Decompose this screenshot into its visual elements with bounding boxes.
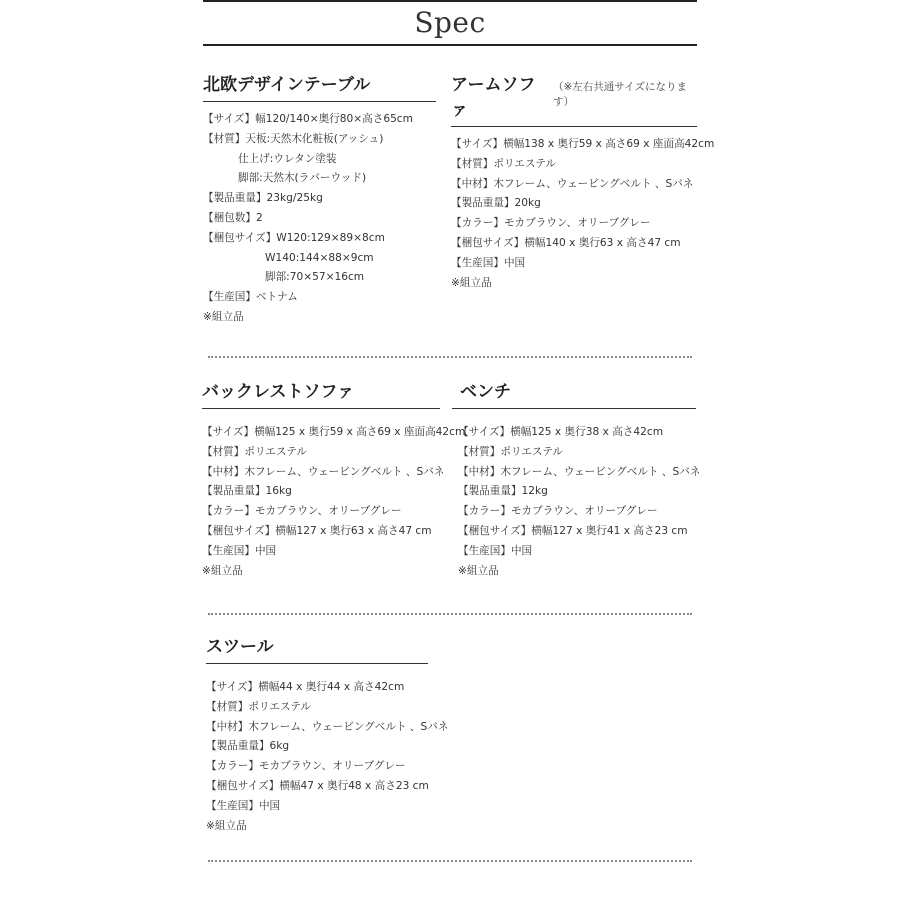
spec-line: 【サイズ】横幅125 x 奥行59 x 高さ69 x 座面高42cm (202, 426, 466, 438)
spec-line: 【製品重量】23kg/25kg (203, 192, 323, 205)
spec-lines (202, 423, 466, 581)
spec-line: 【サイズ】横幅44 x 奥行44 x 高さ42cm (206, 681, 405, 693)
section-heading (451, 70, 697, 127)
spec-line: 【中材】木フレーム、ウェービングベルト 、Sバネ (202, 465, 445, 478)
spec-line: W140:144×88×9cm (265, 251, 374, 264)
spec-line: 【サイズ】横幅138 x 奥行59 x 高さ69 x 座面高42cm (451, 138, 715, 150)
section-heading (202, 377, 440, 409)
spec-lines (452, 423, 701, 581)
spec-line: 【中材】木フレーム、ウェービングベルト 、Sバネ (206, 720, 449, 733)
spec-lines (451, 135, 715, 293)
spec-line: 【カラー】モカブラウン、オリーブグレー (451, 217, 651, 230)
spec-line: 【中材】木フレーム、ウェービングベルト 、Sバネ (458, 465, 701, 478)
spec-line: 【梱包サイズ】横幅140 x 奥行63 x 高さ47 cm (451, 236, 681, 249)
section-title: アームソファ (451, 75, 536, 120)
section-heading (203, 70, 436, 102)
spec-line: 【材質】ポリエステル (458, 445, 563, 458)
dotted-divider (208, 860, 692, 862)
spec-line: 【生産国】中国 (206, 799, 281, 812)
spec-line: 【中材】木フレーム、ウェービングベルト 、Sバネ (451, 177, 694, 190)
spec-line: 【梱包サイズ】横幅127 x 奥行41 x 高さ23 cm (458, 524, 688, 537)
dotted-divider (208, 613, 692, 615)
spec-lines (206, 678, 449, 836)
spec-line: 仕上げ:ウレタン塗装 (238, 152, 337, 165)
spec-line: 【製品重量】20kg (451, 197, 541, 210)
spec-line: 【製品重量】12kg (458, 485, 548, 498)
spec-line: 【カラー】モカブラウン、オリーブグレー (206, 760, 406, 773)
section-heading (206, 632, 428, 664)
header-bottom-rule (203, 44, 697, 46)
section-heading (452, 377, 696, 409)
spec-line: 【カラー】モカブラウン、オリーブグレー (458, 505, 658, 518)
spec-line: 【材質】天板:天然木化粧板(アッシュ) (203, 132, 384, 145)
spec-line: 脚部:天然木(ラバーウッド) (238, 172, 367, 185)
spec-line: 【梱包サイズ】横幅47 x 奥行48 x 高さ23 cm (206, 779, 429, 792)
spec-stool (206, 632, 449, 836)
spec-line: 【材質】ポリエステル (451, 157, 556, 170)
spec-line: 【製品重量】16kg (202, 485, 292, 498)
header-top-rule (203, 0, 697, 2)
spec-line: 【製品重量】6kg (206, 740, 290, 753)
spec-arm-sofa (451, 70, 715, 293)
spec-line: 【カラー】モカブラウン、オリーブグレー (202, 505, 402, 518)
spec-line: 【生産国】ベトナム (203, 291, 298, 304)
section-note: （※左右共通サイズになります） (553, 81, 687, 108)
section-title: スツール (206, 637, 274, 657)
page-title: Spec (414, 6, 486, 39)
spec-line: 【梱包サイズ】横幅127 x 奥行63 x 高さ47 cm (202, 524, 432, 537)
spec-lines (203, 110, 436, 328)
spec-line: 【梱包サイズ】W120:129×89×8cm (203, 231, 385, 244)
spec-line: ※組立品 (202, 564, 243, 577)
spec-line: 【サイズ】幅120/140×奥行80×高さ65cm (203, 113, 413, 125)
spec-line: 【梱包数】2 (203, 211, 263, 224)
spec-line: ※組立品 (203, 310, 244, 323)
spec-table (203, 70, 436, 328)
spec-line: 【材質】ポリエステル (202, 445, 307, 458)
spec-line: ※組立品 (206, 819, 247, 832)
spec-bench (452, 377, 701, 581)
spec-backrest-sofa (202, 377, 466, 581)
spec-line: ※組立品 (451, 276, 492, 289)
section-title: 北欧デザインテーブル (203, 75, 371, 95)
spec-line: 【材質】ポリエステル (206, 700, 311, 713)
section-title: ベンチ (460, 382, 511, 402)
spec-line: 【生産国】中国 (458, 544, 533, 557)
spec-line: 【生産国】中国 (451, 256, 526, 269)
spec-line: ※組立品 (458, 564, 499, 577)
spec-line: 脚部:70×57×16cm (265, 271, 365, 284)
section-title: バックレストソファ (202, 382, 355, 402)
dotted-divider (208, 356, 692, 358)
spec-line: 【生産国】中国 (202, 544, 277, 557)
spec-line: 【サイズ】横幅125 x 奥行38 x 高さ42cm (458, 426, 664, 438)
